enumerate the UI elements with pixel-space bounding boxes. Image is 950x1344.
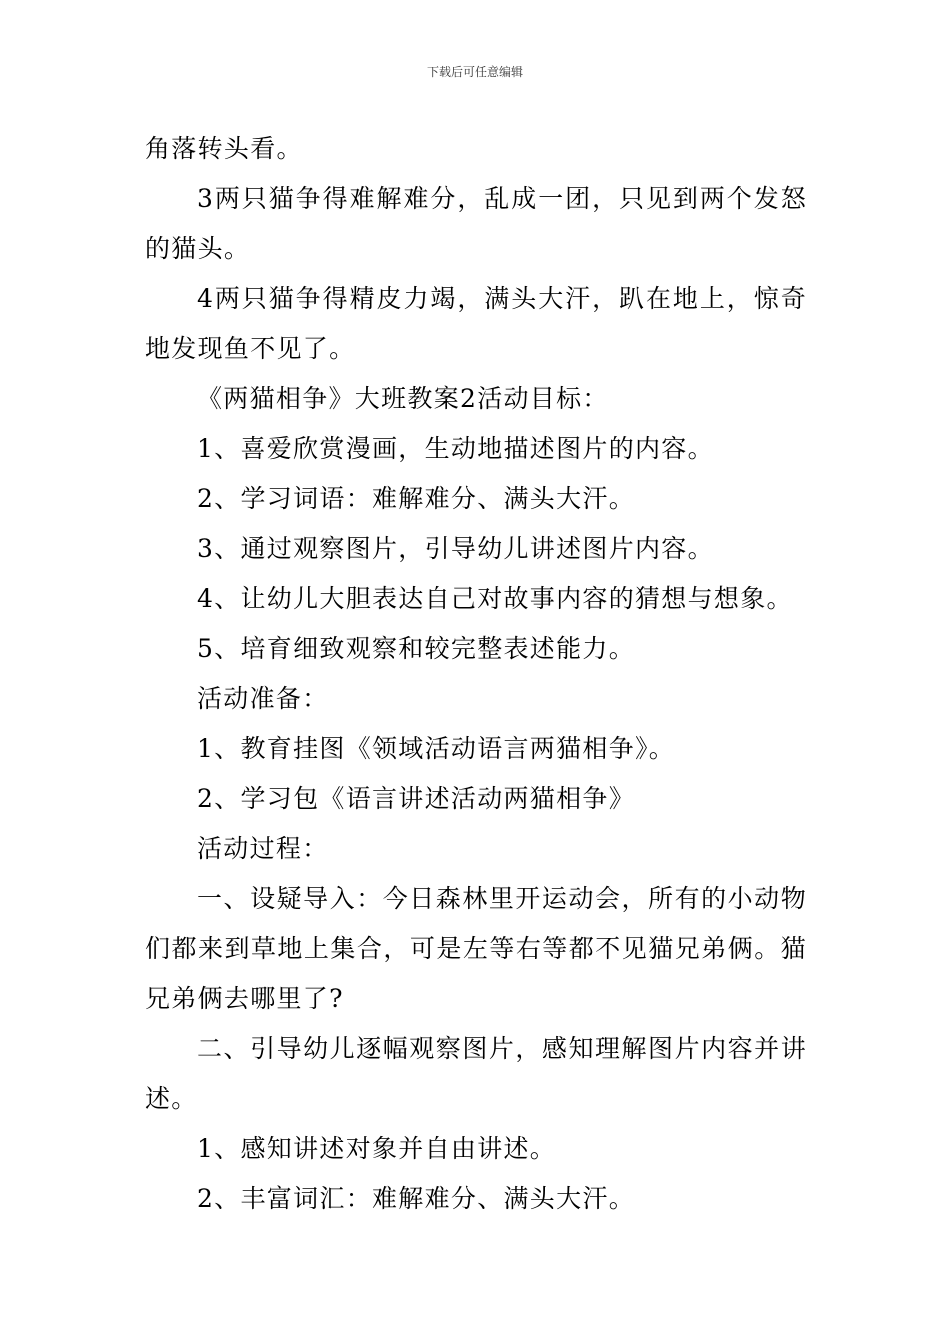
paragraph-4: 《两猫相争》大班教案2活动目标： xyxy=(197,384,609,413)
paragraph-1: 角落转头看。 xyxy=(145,134,303,163)
document-body xyxy=(145,124,807,1224)
paragraph-13: 活动过程： xyxy=(197,834,329,863)
paragraph-3: 4两只猫争得精皮力竭，满头大汗，趴在地上，惊奇地发现鱼不见了。 xyxy=(145,284,807,363)
paragraph-6: 2、学习词语：难解难分、满头大汗。 xyxy=(197,484,636,513)
paragraph-12: 2、学习包《语言讲述活动两猫相争》 xyxy=(197,784,636,813)
paragraph-2: 3两只猫争得难解难分，乱成一团，只见到两个发怒的猫头。 xyxy=(145,184,807,263)
paragraph-16: 1、感知讲述对象并自由讲述。 xyxy=(197,1134,557,1163)
paragraph-5: 1、喜爱欣赏漫画，生动地描述图片的内容。 xyxy=(197,434,714,463)
page-header: 下载后可任意编辑 xyxy=(426,65,523,79)
paragraph-11: 1、教育挂图《领域活动语言两猫相争》。 xyxy=(197,734,676,763)
paragraph-14: 一、设疑导入：今日森林里开运动会，所有的小动物们都来到草地上集合，可是左等右等都不见猫兄弟俩。猫兄弟俩去哪里了? xyxy=(145,884,807,1013)
paragraph-15: 二、引导幼儿逐幅观察图片，感知理解图片内容并讲述。 xyxy=(145,1034,807,1113)
paragraph-17: 2、丰富词汇：难解难分、满头大汗。 xyxy=(197,1184,636,1213)
paragraph-10: 活动准备： xyxy=(197,684,329,713)
paragraph-8: 4、让幼儿大胆表达自己对故事内容的猜想与想象。 xyxy=(197,584,793,613)
paragraph-7: 3、通过观察图片，引导幼儿讲述图片内容。 xyxy=(197,534,714,563)
paragraph-9: 5、培育细致观察和较完整表述能力。 xyxy=(197,634,636,663)
